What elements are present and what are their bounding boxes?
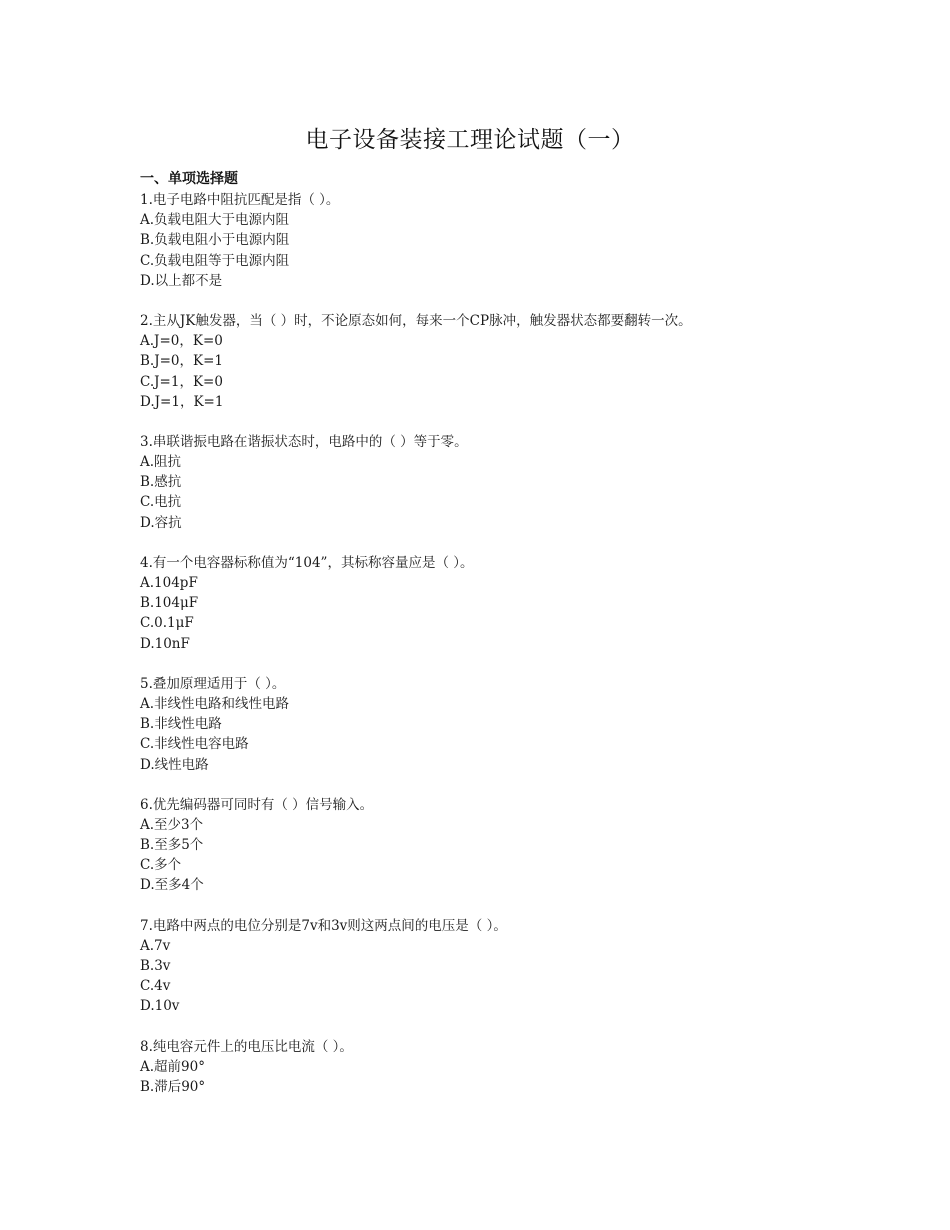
option-c: C.0.1μF bbox=[140, 615, 194, 632]
option-a: A.7v bbox=[140, 937, 171, 954]
option-d: D.线性电路 bbox=[140, 756, 209, 773]
option-c: C.非线性电容电路 bbox=[140, 736, 249, 753]
option-c: C.电抗 bbox=[140, 494, 182, 511]
option-b: B.滞后90° bbox=[140, 1078, 206, 1095]
option-b: B.至多5个 bbox=[140, 837, 204, 854]
option-d: D.容抗 bbox=[140, 514, 182, 531]
option-c: C.4v bbox=[140, 978, 171, 995]
question-3 bbox=[140, 432, 900, 533]
question-stem: 1.电子电路中阻抗匹配是指（ ）。 bbox=[140, 192, 340, 208]
option-d: D.J=1，K=1 bbox=[140, 393, 224, 410]
option-d: D.10v bbox=[140, 998, 180, 1015]
question-stem: 8.纯电容元件上的电压比电流（ ）。 bbox=[140, 1038, 353, 1055]
document-content bbox=[140, 168, 900, 1117]
question-7 bbox=[140, 916, 900, 1017]
option-a: A.负载电阻大于电源内阻 bbox=[140, 212, 290, 229]
question-4 bbox=[140, 553, 900, 654]
question-8 bbox=[140, 1037, 900, 1098]
question-stem: 7.电路中两点的电位分别是7v和3v则这两点间的电压是（ ）。 bbox=[140, 917, 507, 934]
option-a: A.J=0，K=0 bbox=[140, 333, 223, 350]
option-c: C.多个 bbox=[140, 857, 182, 874]
option-d: D.以上都不是 bbox=[140, 272, 223, 289]
option-c: C.J=1，K=0 bbox=[140, 373, 223, 390]
option-b: B.非线性电路 bbox=[140, 716, 222, 733]
option-d: D.10nF bbox=[140, 635, 190, 652]
option-a: A.非线性电路和线性电路 bbox=[140, 695, 290, 712]
option-b: B.3v bbox=[140, 958, 171, 974]
question-1 bbox=[140, 190, 900, 291]
section-heading: 一、单项选择题 bbox=[140, 171, 238, 187]
question-stem: 6.优先编码器可同时有（ ）信号输入。 bbox=[140, 796, 374, 813]
option-a: A.104pF bbox=[140, 575, 198, 591]
option-b: B.J=0，K=1 bbox=[140, 353, 224, 370]
option-a: A.超前90° bbox=[140, 1058, 205, 1075]
option-b: B.感抗 bbox=[140, 474, 182, 491]
question-2 bbox=[140, 311, 900, 412]
question-5 bbox=[140, 674, 900, 775]
option-a: A.阻抗 bbox=[140, 454, 182, 471]
option-b: B.104μF bbox=[140, 595, 199, 612]
question-stem: 4.有一个电容器标称值为“104”，其标称容量应是（ ）。 bbox=[140, 554, 474, 571]
question-stem: 3.串联谐振电路在谐振状态时，电路中的（ ）等于零。 bbox=[140, 433, 468, 450]
document-title: 电子设备装接工理论试题（一） bbox=[305, 127, 635, 153]
question-stem: 5.叠加原理适用于（ ）。 bbox=[140, 675, 286, 692]
option-c: C.负载电阻等于电源内阻 bbox=[140, 252, 290, 269]
option-a: A.至少3个 bbox=[140, 816, 204, 833]
question-6 bbox=[140, 795, 900, 896]
question-stem: 2.主从JK触发器，当（ ）时，不论原态如何，每来一个CP脉冲，触发器状态都要翻转一次。 bbox=[140, 312, 692, 329]
option-b: B.负载电阻小于电源内阻 bbox=[140, 232, 290, 249]
option-d: D.至多4个 bbox=[140, 877, 204, 894]
